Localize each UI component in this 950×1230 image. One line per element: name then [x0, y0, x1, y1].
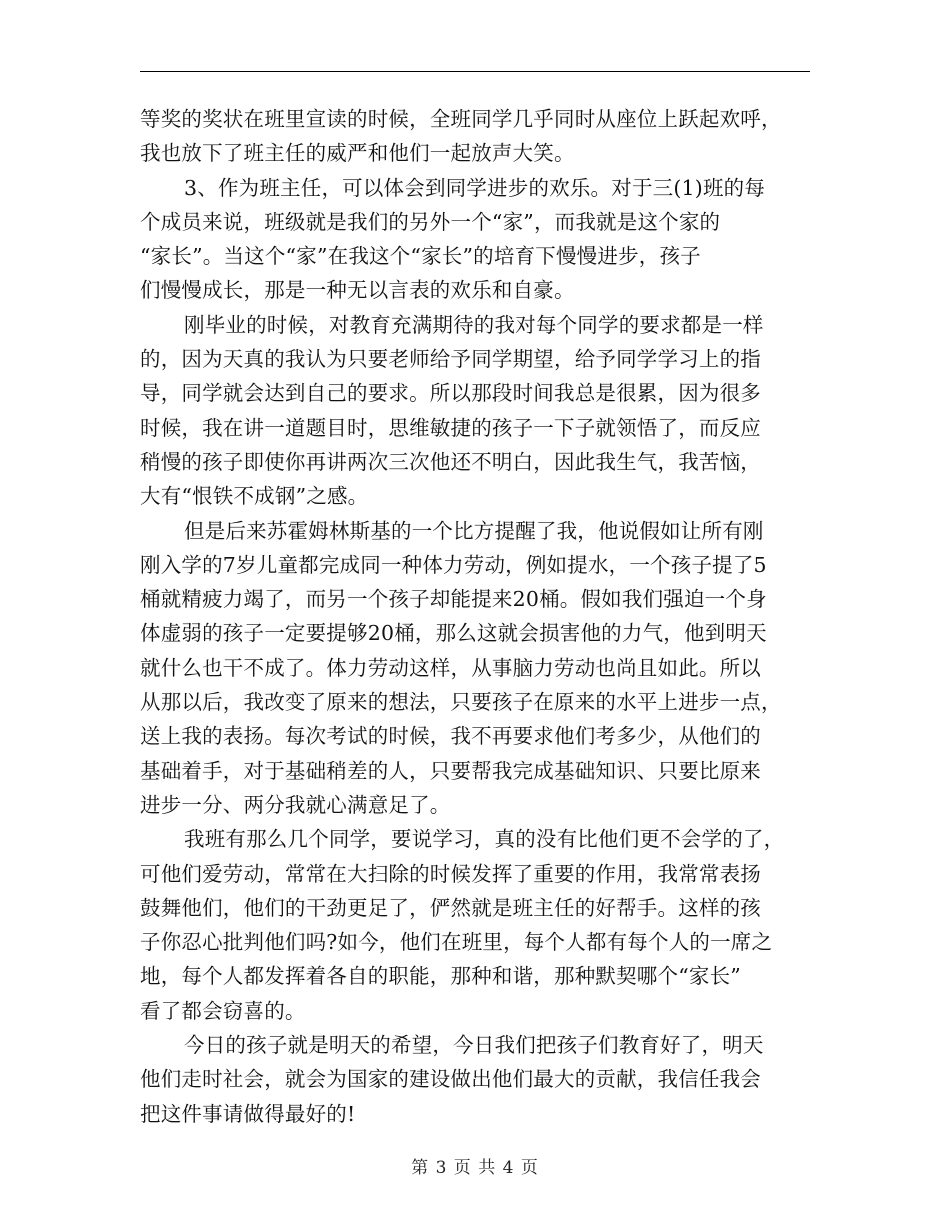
text-line: 体虚弱的孩子一定要提够20桶，那么这就会损害他的力气，他到明天: [140, 621, 767, 646]
paragraph-first-line: 今日的孩子就是明天的希望，今日我们把孩子们教育好了，明天: [184, 1033, 764, 1058]
text-line: 看了都会窃喜的。: [140, 998, 306, 1023]
text-line: 我也放下了班主任的威严和他们一起放声大笑。: [140, 141, 575, 166]
text-line: 大有“恨铁不成钢”之感。: [140, 484, 369, 509]
text-line: 等奖的奖状在班里宣读的时候，全班同学几乎同时从座位上跃起欢呼，: [140, 107, 782, 131]
text-line: 就什么也干不成了。体力劳动这样，从事脑力劳动也尚且如此。所以: [140, 655, 761, 680]
header-rule: [140, 71, 810, 72]
text-line: 可他们爱劳动，常常在大扫除的时候发挥了重要的作用，我常常表扬: [140, 861, 761, 886]
body-text: [140, 102, 810, 1131]
text-line: 的，因为天真的我认为只要老师给予同学期望，给予同学学习上的指: [140, 347, 761, 372]
text-line: 个成员来说，班级就是我们的另外一个“家”，而我就是这个家的: [140, 209, 721, 234]
text-line: 送上我的表扬。每次考试的时候，我不再要求他们考多少，从他们的: [140, 724, 761, 749]
text-line: 们慢慢成长，那是一种无以言表的欢乐和自豪。: [140, 278, 575, 303]
text-line: “家长”。当这个“家”在我这个“家长”的培育下慢慢进步，孩子: [140, 244, 701, 269]
text-line: 子你忍心批判他们吗?如今，他们在班里，每个人都有每个人的一席之: [140, 930, 773, 955]
paragraph-first-line: 3、作为班主任，可以体会到同学进步的欢乐。对于三(1)班的每: [184, 175, 766, 200]
text-line: 地，每个人都发挥着各自的职能，那种和谐，那种默契哪个“家长”: [140, 964, 741, 989]
text-line: 他们走时社会，就会为国家的建设做出他们最大的贡献，我信任我会: [140, 1067, 761, 1092]
text-line: 进步一分、两分我就心满意足了。: [140, 792, 451, 817]
text-line: 稍慢的孩子即使你再讲两次三次他还不明白，因此我生气，我苦恼，: [140, 449, 761, 474]
text-line: 时候，我在讲一道题目时，思维敏捷的孩子一下子就领悟了，而反应: [140, 415, 761, 440]
text-line: 桶就精疲力竭了，而另一个孩子却能提来20桶。假如我们强迫一个身: [140, 587, 767, 612]
paragraph-first-line: 我班有那么几个同学，要说学习，真的没有比他们更不会学的了，: [184, 827, 785, 852]
text-line: 基础着手，对于基础稍差的人，只要帮我完成基础知识、只要比原来: [140, 758, 761, 783]
paragraph-first-line: 刚毕业的时候，对教育充满期待的我对每个同学的要求都是一样: [184, 312, 764, 337]
text-line: 刚入学的7岁儿童都完成同一种体力劳动，例如提水，一个孩子提了5: [140, 552, 767, 577]
text-line: 导，同学就会达到自己的要求。所以那段时间我总是很累，因为很多: [140, 381, 761, 406]
text-line: 把这件事请做得最好的!: [140, 1101, 356, 1126]
page-number-footer: 第 3 页 共 4 页: [411, 1158, 539, 1178]
paragraph-first-line: 但是后来苏霍姆林斯基的一个比方提醒了我，他说假如让所有刚: [184, 518, 764, 543]
text-line: 从那以后，我改变了原来的想法，只要孩子在原来的水平上进步一点，: [140, 690, 782, 715]
text-line: 鼓舞他们，他们的干劲更足了，俨然就是班主任的好帮手。这样的孩: [140, 895, 761, 920]
